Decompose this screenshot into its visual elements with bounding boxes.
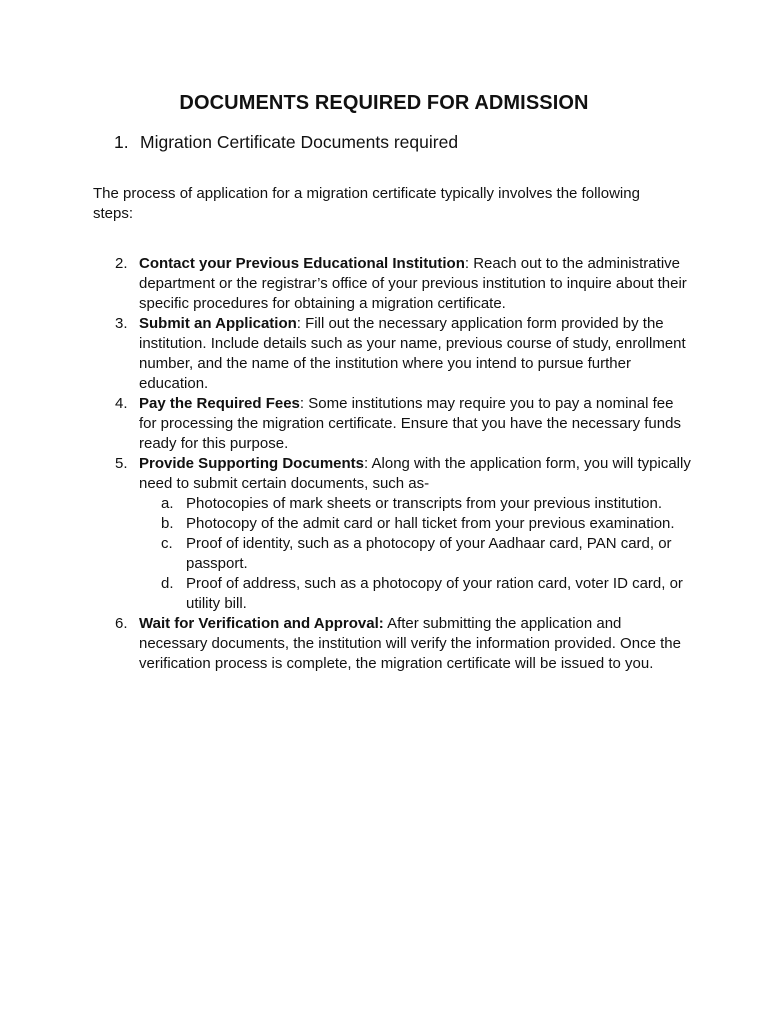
list-item — [93, 614, 693, 674]
step-title: Provide Supporting Documents — [139, 455, 365, 472]
sub-list-item — [139, 514, 693, 534]
sub-item-letter: d. — [161, 575, 174, 592]
sub-item-letter: a. — [161, 495, 174, 512]
list-item — [93, 314, 693, 394]
step-text: After submitting the application and necessary documents, the institution will verify the information provided. Once the verification process is complete, the migration certificate will be issued to you. — [139, 615, 681, 672]
step-title: Submit an Application — [139, 315, 297, 332]
sub-item-text: Proof of identity, such as a photocopy of your Aadhaar card, PAN card, or passport. — [186, 535, 672, 572]
section-number: 1. — [114, 132, 129, 152]
step-text: : Along with the application form, you will typically need to submit certain documents, such as- — [139, 455, 691, 492]
step-title: Wait for Verification and Approval: — [139, 615, 384, 632]
step-number: 2. — [115, 255, 128, 272]
step-text: : Reach out to the administrative department or the registrar’s office of your previous institution to inquire about their specific procedures for obtaining a migration certificate. — [139, 255, 687, 312]
sub-item-text: Photocopies of mark sheets or transcripts from your previous institution. — [186, 495, 663, 512]
step-number: 6. — [115, 615, 128, 632]
steps-list — [93, 254, 693, 674]
section-heading — [114, 130, 458, 154]
sub-list — [139, 494, 693, 614]
section-heading-text: Migration Certificate Documents required — [140, 132, 459, 152]
step-title: Contact your Previous Educational Institution — [139, 255, 465, 272]
sub-list-item — [139, 494, 693, 514]
step-text: : Some institutions may require you to pay a nominal fee for processing the migration certificate. Ensure that you have the necessary funds ready for this purpose. — [139, 395, 681, 452]
list-item — [93, 454, 693, 614]
sub-item-letter: c. — [161, 535, 173, 552]
sub-list-item — [139, 574, 693, 614]
sub-item-text: Photocopy of the admit card or hall ticket from your previous examination. — [186, 515, 675, 532]
step-text: : Fill out the necessary application form provided by the institution. Include details such as your name, previous course of study, enrollment number, and the name of the institution where you intend to pursue further education. — [139, 315, 686, 392]
step-number: 5. — [115, 455, 128, 472]
step-title: Pay the Required Fees — [139, 395, 300, 412]
sub-item-letter: b. — [161, 515, 174, 532]
step-number: 4. — [115, 395, 128, 412]
intro-paragraph: The process of application for a migration certificate typically involves the following steps: — [93, 185, 640, 222]
list-item — [93, 254, 693, 314]
list-item — [93, 394, 693, 454]
sub-item-text: Proof of address, such as a photocopy of your ration card, voter ID card, or utility bill. — [186, 575, 683, 612]
step-number: 3. — [115, 315, 128, 332]
sub-list-item — [139, 534, 693, 574]
document-title: DOCUMENTS REQUIRED FOR ADMISSION — [179, 92, 589, 114]
